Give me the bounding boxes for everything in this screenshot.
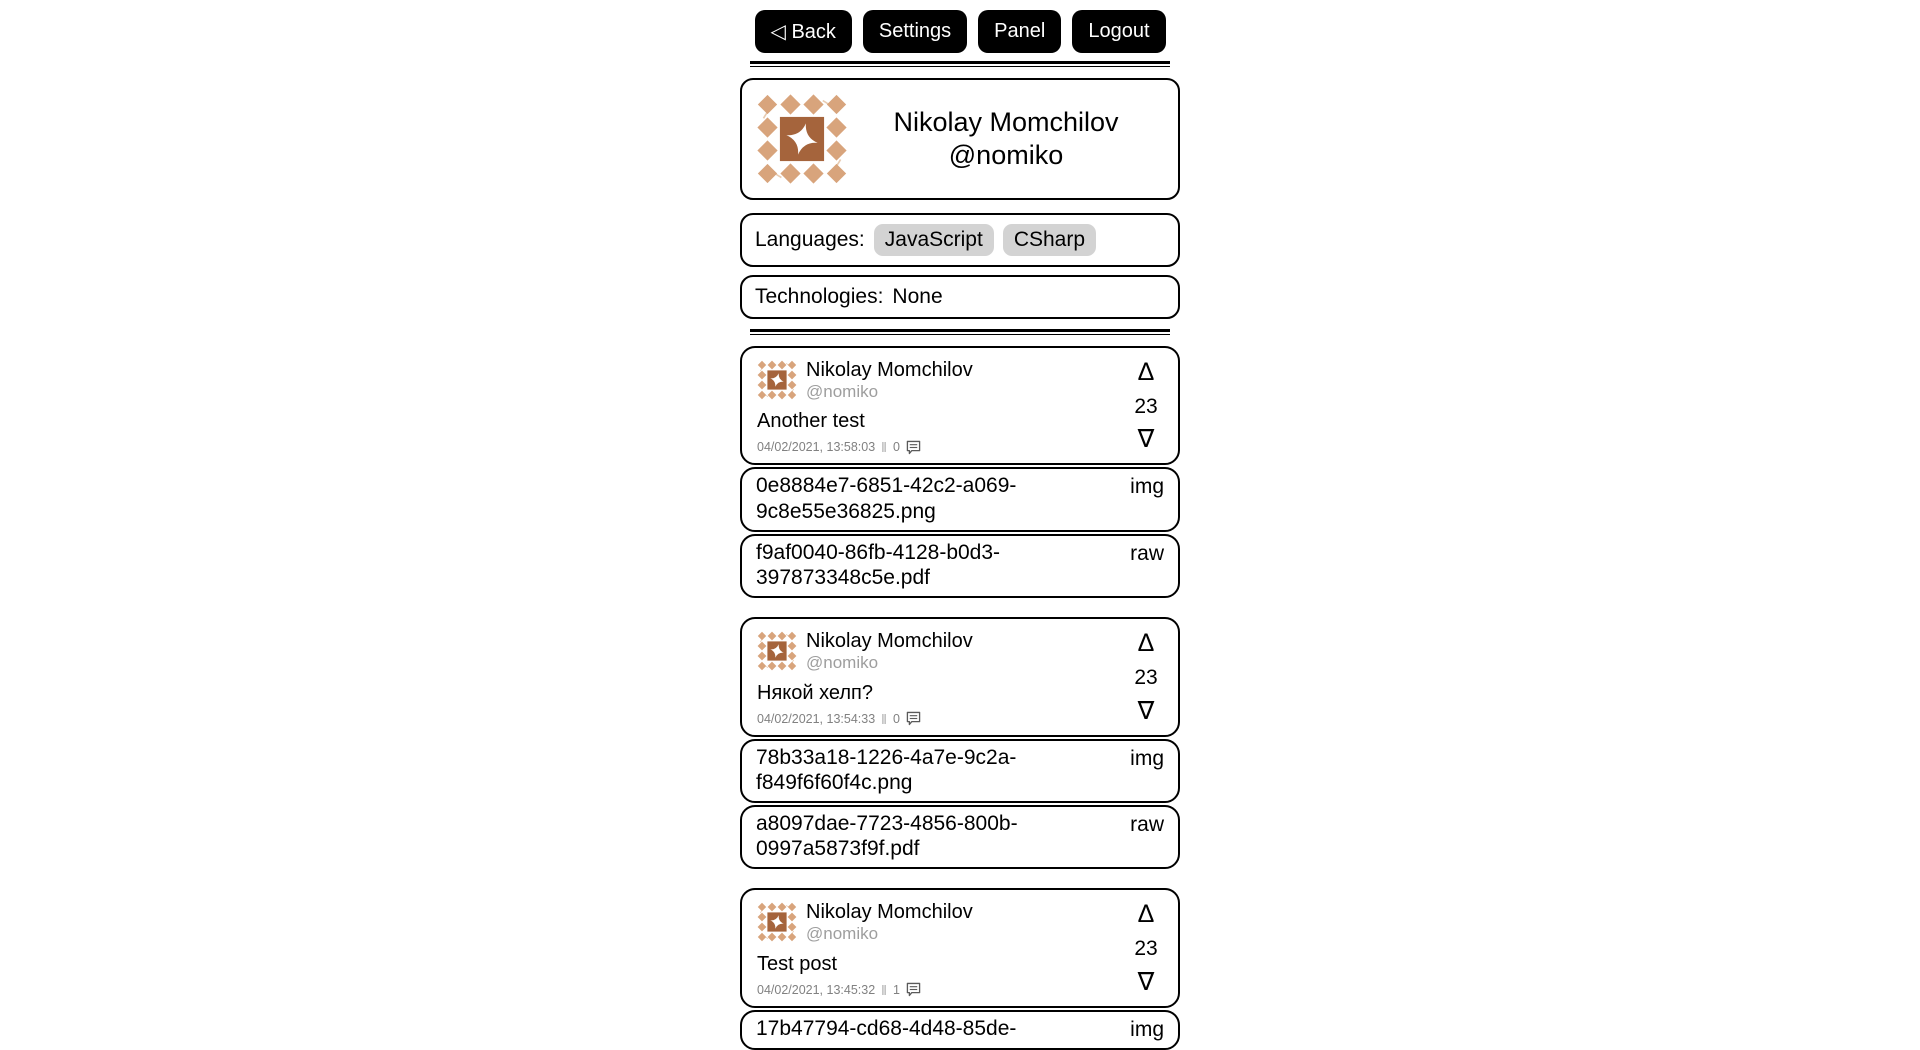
post xyxy=(740,888,1180,1050)
post-timestamp: 04/02/2021, 13:54:33 xyxy=(757,711,876,726)
post-avatar xyxy=(757,902,797,942)
post-meta xyxy=(757,439,1124,455)
upvote-button[interactable]: Δ xyxy=(1137,358,1155,386)
attachment-type: raw xyxy=(1130,541,1164,565)
vote-column xyxy=(1124,630,1168,726)
upvote-button[interactable]: Δ xyxy=(1137,629,1155,658)
post-main xyxy=(757,630,1124,726)
meta-divider: ‖ xyxy=(881,710,887,727)
post-header xyxy=(757,630,1124,673)
profile-names xyxy=(848,106,1164,172)
post-header xyxy=(757,901,1124,944)
profile-card xyxy=(740,78,1180,200)
downvote-button[interactable]: ∇ xyxy=(1137,967,1155,996)
post-avatar xyxy=(757,631,797,671)
attachment-row[interactable] xyxy=(740,739,1180,803)
profile-avatar xyxy=(756,93,848,185)
vote-score: 23 xyxy=(1134,936,1158,960)
post-header xyxy=(757,359,1124,402)
settings-button[interactable]: Settings xyxy=(863,10,967,53)
post xyxy=(740,346,1180,598)
attachment-type: img xyxy=(1130,746,1164,770)
profile-page xyxy=(740,0,1180,1050)
attachment-filename: a8097dae-7723-4856-800b-0997a5873f9f.pdf xyxy=(756,811,1018,861)
profile-name: Nikolay Momchilov xyxy=(893,107,1119,138)
post-comment-count: 1 xyxy=(892,982,900,997)
language-tag: JavaScript xyxy=(874,224,994,256)
post-author-name: Nikolay Momchilov xyxy=(806,901,973,924)
technologies-value: None xyxy=(892,285,943,308)
post-avatar xyxy=(757,360,797,400)
post-author xyxy=(806,630,973,673)
post-timestamp: 04/02/2021, 13:45:32 xyxy=(757,982,876,997)
post-meta xyxy=(757,711,1124,727)
logout-button[interactable]: Logout xyxy=(1072,10,1165,53)
attachment-row[interactable] xyxy=(740,534,1180,598)
attachment-row[interactable] xyxy=(740,805,1180,869)
technologies-card xyxy=(740,275,1180,319)
vote-column xyxy=(1124,901,1168,997)
panel-button[interactable]: Panel xyxy=(978,10,1061,53)
attachment-row[interactable] xyxy=(740,467,1180,531)
post-card[interactable] xyxy=(740,617,1180,736)
attachment-row[interactable] xyxy=(740,1010,1180,1050)
top-nav xyxy=(740,10,1180,53)
attachment-filename: 0e8884e7-6851-42c2-a069-9c8e55e36825.png xyxy=(756,474,1017,523)
attachment-filename: 17b47794-cd68-4d48-85de- xyxy=(756,1016,1017,1040)
comment-bubble-icon xyxy=(906,711,921,726)
vote-score: 23 xyxy=(1134,665,1158,689)
post-author xyxy=(806,359,973,402)
divider-top xyxy=(750,61,1170,67)
post-comment-count: 0 xyxy=(892,440,900,455)
upvote-button[interactable]: Δ xyxy=(1137,900,1155,929)
technologies-label: Technologies: xyxy=(755,285,884,308)
post-comment-count: 0 xyxy=(892,711,900,726)
post-author-handle: @nomiko xyxy=(806,382,879,401)
profile-handle: @nomiko xyxy=(948,140,1064,170)
meta-divider: ‖ xyxy=(881,981,887,998)
comment-bubble-icon xyxy=(906,982,921,997)
post-author-name: Nikolay Momchilov xyxy=(806,630,973,653)
post-title: Another test xyxy=(757,410,865,433)
post-timestamp: 04/02/2021, 13:58:03 xyxy=(757,440,876,455)
back-button[interactable]: ◁ Back xyxy=(755,10,852,53)
post-author xyxy=(806,901,973,944)
post-title: Някой хелп? xyxy=(757,681,873,704)
language-tag: CSharp xyxy=(1003,224,1096,256)
divider-posts xyxy=(750,329,1170,335)
attachment-type: raw xyxy=(1130,812,1164,836)
attachment-type: img xyxy=(1130,475,1164,499)
post-author-handle: @nomiko xyxy=(806,653,879,673)
attachment-filename: f9af0040-86fb-4128-b0d3-397873348c5e.pdf xyxy=(756,540,1001,589)
post-main xyxy=(757,359,1124,455)
post xyxy=(740,617,1180,869)
vote-column xyxy=(1124,359,1168,455)
post-author-name: Nikolay Momchilov xyxy=(806,359,973,381)
post-card[interactable] xyxy=(740,888,1180,1007)
post-title: Test post xyxy=(757,952,838,975)
post-main xyxy=(757,901,1124,997)
meta-divider: ‖ xyxy=(881,439,887,456)
downvote-button[interactable]: ∇ xyxy=(1137,425,1155,454)
downvote-button[interactable]: ∇ xyxy=(1137,696,1155,725)
vote-score: 23 xyxy=(1134,394,1158,418)
post-card[interactable] xyxy=(740,346,1180,465)
attachment-type: img xyxy=(1130,1017,1164,1041)
attachment-filename: 78b33a18-1226-4a7e-9c2a-f849f6f60f4c.png xyxy=(756,745,1017,794)
languages-card xyxy=(740,213,1180,267)
post-author-handle: @nomiko xyxy=(806,924,879,944)
comment-bubble-icon xyxy=(906,440,921,455)
languages-label: Languages: xyxy=(755,228,865,251)
post-meta xyxy=(757,982,1124,998)
